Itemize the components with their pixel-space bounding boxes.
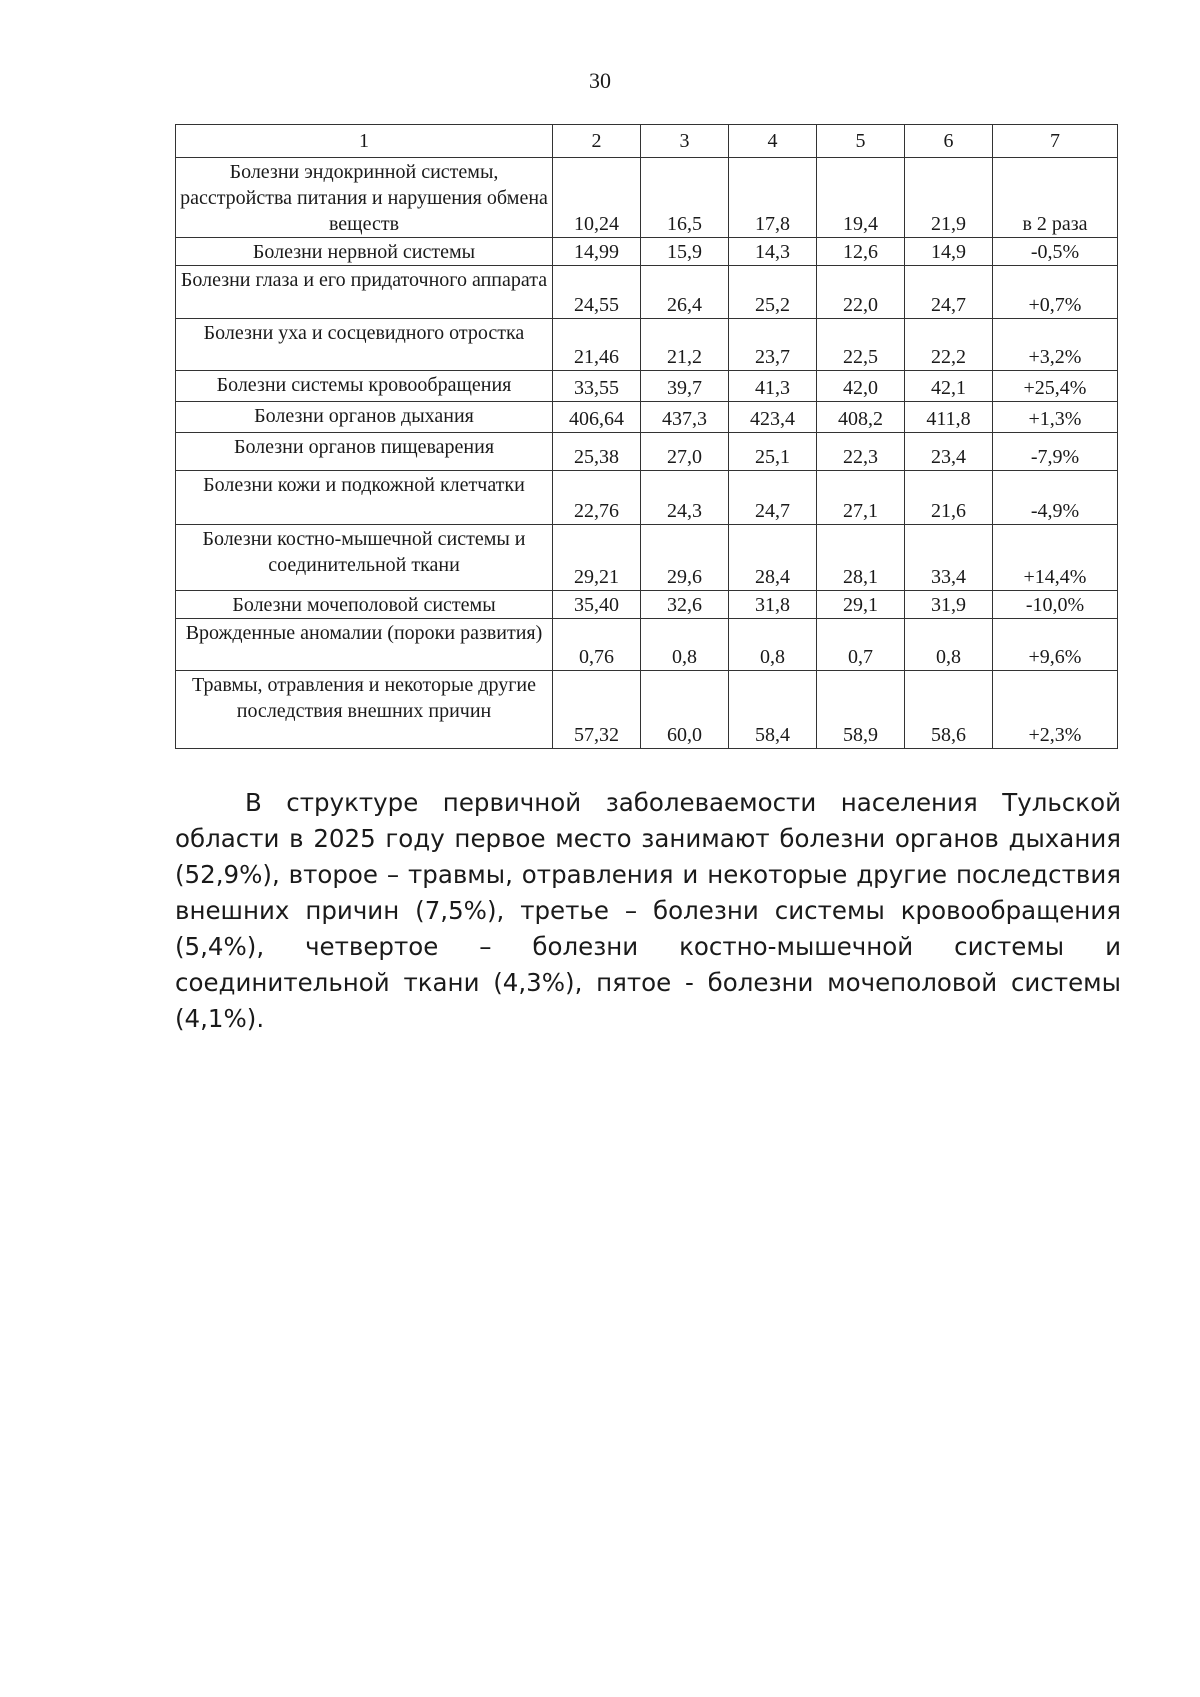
- table-cell: 24,7: [729, 471, 817, 525]
- table-cell: -7,9%: [993, 433, 1118, 471]
- table-cell: 28,1: [817, 525, 905, 591]
- table-cell: 29,21: [553, 525, 641, 591]
- table-cell: -4,9%: [993, 471, 1118, 525]
- table-cell: 25,38: [553, 433, 641, 471]
- table-cell: 14,99: [553, 238, 641, 266]
- table-cell: 23,7: [729, 319, 817, 371]
- table-cell: 22,76: [553, 471, 641, 525]
- row-name: Болезни органов дыхания: [176, 402, 553, 433]
- column-header: 6: [905, 125, 993, 158]
- table-cell: 0,8: [905, 619, 993, 671]
- table-cell: 22,0: [817, 266, 905, 319]
- table-cell: 39,7: [641, 371, 729, 402]
- table-cell: -10,0%: [993, 591, 1118, 619]
- table-cell: 0,7: [817, 619, 905, 671]
- table-cell: 24,7: [905, 266, 993, 319]
- table-cell: +2,3%: [993, 671, 1118, 749]
- table-cell: 58,4: [729, 671, 817, 749]
- table-cell: 12,6: [817, 238, 905, 266]
- table-cell: 24,55: [553, 266, 641, 319]
- table-cell: 32,6: [641, 591, 729, 619]
- table-cell: в 2 раза: [993, 158, 1118, 238]
- table-cell: 33,4: [905, 525, 993, 591]
- row-name: Болезни органов пищеварения: [176, 433, 553, 471]
- table-cell: 25,2: [729, 266, 817, 319]
- table-cell: 408,2: [817, 402, 905, 433]
- table-cell: 10,24: [553, 158, 641, 238]
- row-name: Болезни эндокринной системы, расстройства питания и нарушения обмена веществ: [176, 158, 553, 238]
- column-header: 4: [729, 125, 817, 158]
- table-row: [176, 402, 1118, 433]
- row-name: Травмы, отравления и некоторые другие последствия внешних причин: [176, 671, 553, 749]
- table-cell: 58,9: [817, 671, 905, 749]
- table-cell: 0,76: [553, 619, 641, 671]
- table-cell: 14,9: [905, 238, 993, 266]
- table-row: [176, 266, 1118, 319]
- table-cell: +1,3%: [993, 402, 1118, 433]
- table-cell: 22,5: [817, 319, 905, 371]
- table-cell: 58,6: [905, 671, 993, 749]
- table-cell: 21,46: [553, 319, 641, 371]
- morbidity-table: [175, 124, 1118, 749]
- table-cell: 21,2: [641, 319, 729, 371]
- table-row: [176, 525, 1118, 591]
- table-cell: +25,4%: [993, 371, 1118, 402]
- table-row: [176, 158, 1118, 238]
- table-row: [176, 619, 1118, 671]
- table-cell: +3,2%: [993, 319, 1118, 371]
- column-header: 5: [817, 125, 905, 158]
- table-row: [176, 591, 1118, 619]
- table-cell: 15,9: [641, 238, 729, 266]
- table-cell: +0,7%: [993, 266, 1118, 319]
- table-cell: 29,6: [641, 525, 729, 591]
- row-name: Болезни системы кровообращения: [176, 371, 553, 402]
- row-name: Болезни глаза и его придаточного аппарата: [176, 266, 553, 319]
- table-cell: 23,4: [905, 433, 993, 471]
- table-cell: 35,40: [553, 591, 641, 619]
- table-cell: 42,0: [817, 371, 905, 402]
- table-cell: 16,5: [641, 158, 729, 238]
- table-cell: 19,4: [817, 158, 905, 238]
- table-row: [176, 433, 1118, 471]
- table-cell: 0,8: [641, 619, 729, 671]
- table-cell: 29,1: [817, 591, 905, 619]
- table-row: [176, 471, 1118, 525]
- row-name: Болезни костно-мышечной системы и соединительной ткани: [176, 525, 553, 591]
- table-cell: 27,1: [817, 471, 905, 525]
- table-cell: 437,3: [641, 402, 729, 433]
- table-cell: +14,4%: [993, 525, 1118, 591]
- table-row: [176, 671, 1118, 749]
- table-cell: -0,5%: [993, 238, 1118, 266]
- summary-paragraph: В структуре первичной заболеваемости населения Тульской области в 2025 году первое место занимают болезни органов дыхания (52,9%), второе – травмы, отравления и некоторые другие последствия внешних причин (7,5%), третье – болезни системы кровообращения (5,4%), четвертое – болезни костно-мышечной системы и соединительной ткани (4,3%), пятое - болезни мочеполовой системы (4,1%).: [175, 788, 1121, 1033]
- table-cell: 21,9: [905, 158, 993, 238]
- table-cell: 423,4: [729, 402, 817, 433]
- table-cell: 42,1: [905, 371, 993, 402]
- table-row: [176, 319, 1118, 371]
- column-header: 7: [993, 125, 1118, 158]
- table-row: [176, 238, 1118, 266]
- row-name: Болезни уха и сосцевидного отростка: [176, 319, 553, 371]
- table-cell: 17,8: [729, 158, 817, 238]
- table-cell: 406,64: [553, 402, 641, 433]
- page-number: 30: [589, 68, 611, 93]
- row-name: Врожденные аномалии (пороки развития): [176, 619, 553, 671]
- table-cell: 22,2: [905, 319, 993, 371]
- table-cell: 0,8: [729, 619, 817, 671]
- table-cell: 14,3: [729, 238, 817, 266]
- column-header: 3: [641, 125, 729, 158]
- table-cell: 31,9: [905, 591, 993, 619]
- table-cell: 41,3: [729, 371, 817, 402]
- table-cell: 57,32: [553, 671, 641, 749]
- table-cell: 21,6: [905, 471, 993, 525]
- table-cell: 28,4: [729, 525, 817, 591]
- table-cell: 27,0: [641, 433, 729, 471]
- column-header: 1: [176, 125, 553, 158]
- table-cell: 22,3: [817, 433, 905, 471]
- table-cell: 31,8: [729, 591, 817, 619]
- table-header-row: [176, 125, 1118, 158]
- row-name: Болезни нервной системы: [176, 238, 553, 266]
- table-cell: +9,6%: [993, 619, 1118, 671]
- column-header: 2: [553, 125, 641, 158]
- row-name: Болезни мочеполовой системы: [176, 591, 553, 619]
- table-cell: 26,4: [641, 266, 729, 319]
- row-name: Болезни кожи и подкожной клетчатки: [176, 471, 553, 525]
- table-cell: 60,0: [641, 671, 729, 749]
- table-cell: 411,8: [905, 402, 993, 433]
- table-cell: 25,1: [729, 433, 817, 471]
- table-row: [176, 371, 1118, 402]
- table-cell: 33,55: [553, 371, 641, 402]
- table-cell: 24,3: [641, 471, 729, 525]
